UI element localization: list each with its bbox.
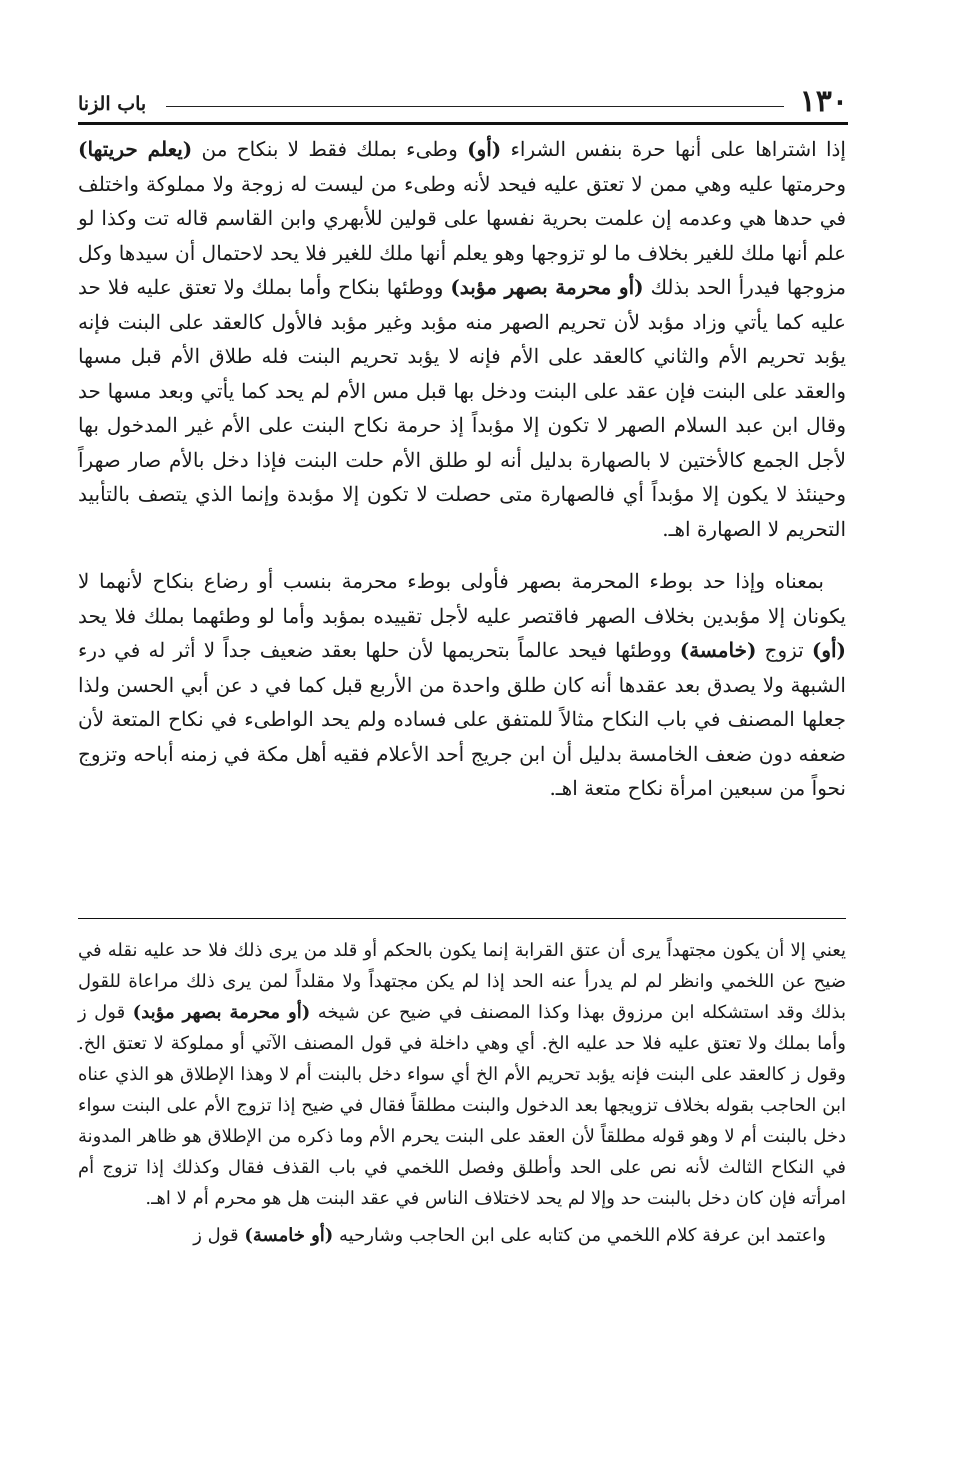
footnote-paragraph-1 [78, 935, 846, 1214]
text-run: ووطئها بنكاح وأما بملك ولا تعتق عليه فلا حد عليه كما يأتي وزاد مؤبد لأن تحريم الصهر منه مؤبد وغير مؤبد فالأول كالعقد على البنت فإنه يؤبد تحريم الأم والثاني كالعقد على الأم فإنه لا يؤبد تحريم البنت فله طلاق الأم قبل مسها والعقد على البنت فإن عقد على البنت ودخل بها قبل مس الأم لم يحد كما يأتي وبعد مسها حد وقال ابن عبد السلام الصهر لا تكون إلا مؤبداً إذ حرمة نكاح البنت على الأم غير المدخول بها لأجل الجمع كالأختين لا بالصهارة بدليل أنه لو طلق الأم حلت البنت فإذا دخل بالأم صار صهراً وحينئذ لا يكون إلا مؤبداً أي فالصهارة متى حصلت لا تكون إلا مؤبدة وإنما الذي يتصف بالتأبيد التحريم لا الصهارة اهـ. [78, 275, 846, 541]
header-underline [78, 122, 848, 125]
header-rule [166, 106, 784, 107]
text-run: يعني إلا أن يكون مجتهداً يرى أن عتق القرابة إنما يكون بالحكم أو قلد من يرى ذلك فلا حد عليه نقله في ضيح عن اللخمي وانظر لم لم يدرأ عنه الحد إذا لم يكن مجتهداً ولا مقلداً لمن يرى ذلك مراعاة للقول بذلك وقد استشكله ابن مرزوق بهذا وكذا المصنف في ضيح عن شيخه [78, 940, 846, 1023]
text-run: قول ز وأما بملك ولا تعتق عليه فلا حد عليه الخ. أي وهي داخلة في قول المصنف الآتي أو مملوكة لا تعتق الخ. وقول ز كالعقد على البنت فإنه يؤبد تحريم الأم الخ أي سواء دخل بالبنت أم لا وهذا الإطلاق هو الذي عناه ابن الحاجب بقوله بخلاف تزويجها بعد الدخول والبنت مطلقاً فقال في ضيح إذا تزوج الأم على البنت سواء دخل بالبنت أم لا وهو قوله مطلقاً لأن العقد على البنت يحرم الأم وما ذكره من الإطلاق هو ظاهر المدونة في النكاح الثالث لأنه نص على الحد وأطلق وفصل اللخمي في باب القذف فقال وكذلك إذا تزوج أم امرأته فإن كان دخل بالبنت حد وإلا لم يحد لاختلاف الناس في عقد البنت هل هو محرم أم لا اهـ. [78, 1002, 846, 1209]
text-run: واعتمد ابن عرفة كلام اللخمي من كتابه على ابن الحاجب وشارحيه [333, 1225, 826, 1246]
quoted-matn: (خامسة) [679, 638, 757, 662]
quoted-matn: (أو) [467, 137, 502, 161]
page-number: ١٣٠ [799, 84, 848, 119]
body-paragraph-1 [78, 132, 846, 546]
text-run: ووطئها فيحد عالماً بتحريمها لأن حلها بعقد ضعيف جداً لا أثر له في درء الشبهة ولا يصدق بعد عقدها أنه كان طلق واحدة من الأربع قبل كما في د عن أبي الحسن ولذا جعلها المصنف في باب النكاح مثالاً للمتفق على فساده ولم يحد الواطىء في نكاح المتعة لأن ضعفه دون ضعف الخامسة بدليل أن ابن جريج أحد الأعلام فقيه أهل مكة في زمنه أباحه وتزوج نحواً من سبعين امرأة نكاح متعة اهـ. [78, 638, 846, 800]
text-run: وطىء بملك فقط لا بنكاح من [192, 137, 468, 161]
quoted-matn: (أو محرمة بصهر مؤبد) [450, 275, 644, 299]
text-run: بمعناه وإذا حد بوطء المحرمة بصهر فأولى بوطء محرمة بنسب أو رضاع بنكاح لأنهما لا يكونان إلا مؤبدين بخلاف الصهر فاقتصر عليه لأجل تقييده بمؤبد وأما لو وطئهما بملك فلا يحد [78, 569, 846, 628]
quoted-matn: (أو) [811, 638, 846, 662]
quoted-matn: (يعلم حريتها) [78, 137, 193, 161]
text-run: قول ز [193, 1225, 245, 1246]
text-run: إذا اشتراها على أنها حرة بنفس الشراء [501, 137, 846, 161]
footnote-paragraph-2 [78, 1220, 846, 1251]
quoted-matn: (أو محرمة بصهر مؤبد) [132, 1002, 311, 1023]
footnotes [78, 935, 846, 1251]
body-paragraph-2 [78, 564, 846, 806]
running-title: باب الزنا [78, 93, 147, 115]
quoted-matn: (أو خامسة) [244, 1225, 334, 1246]
page-header [78, 80, 848, 128]
main-text [78, 132, 846, 806]
text-run: تزوج [756, 638, 812, 662]
footnote-separator [78, 918, 846, 919]
text-run: وحرمتها عليه وهي ممن لا تعتق عليه فيحد لأنه وطىء من ليست له زوجة ولا مملوكة واختلف في حدها هي وعدمه إن علمت بحرية نفسها على قولين للأبهري وابن القاسم قاله تت وكذا لو علم أنها ملك للغير بخلاف ما لو تزوجها وهو يعلم أنها ملك للغير فلا يحد لاحتمال أن سيدها وكل مزوجها فيدرأ الحد بذلك [78, 171, 846, 299]
